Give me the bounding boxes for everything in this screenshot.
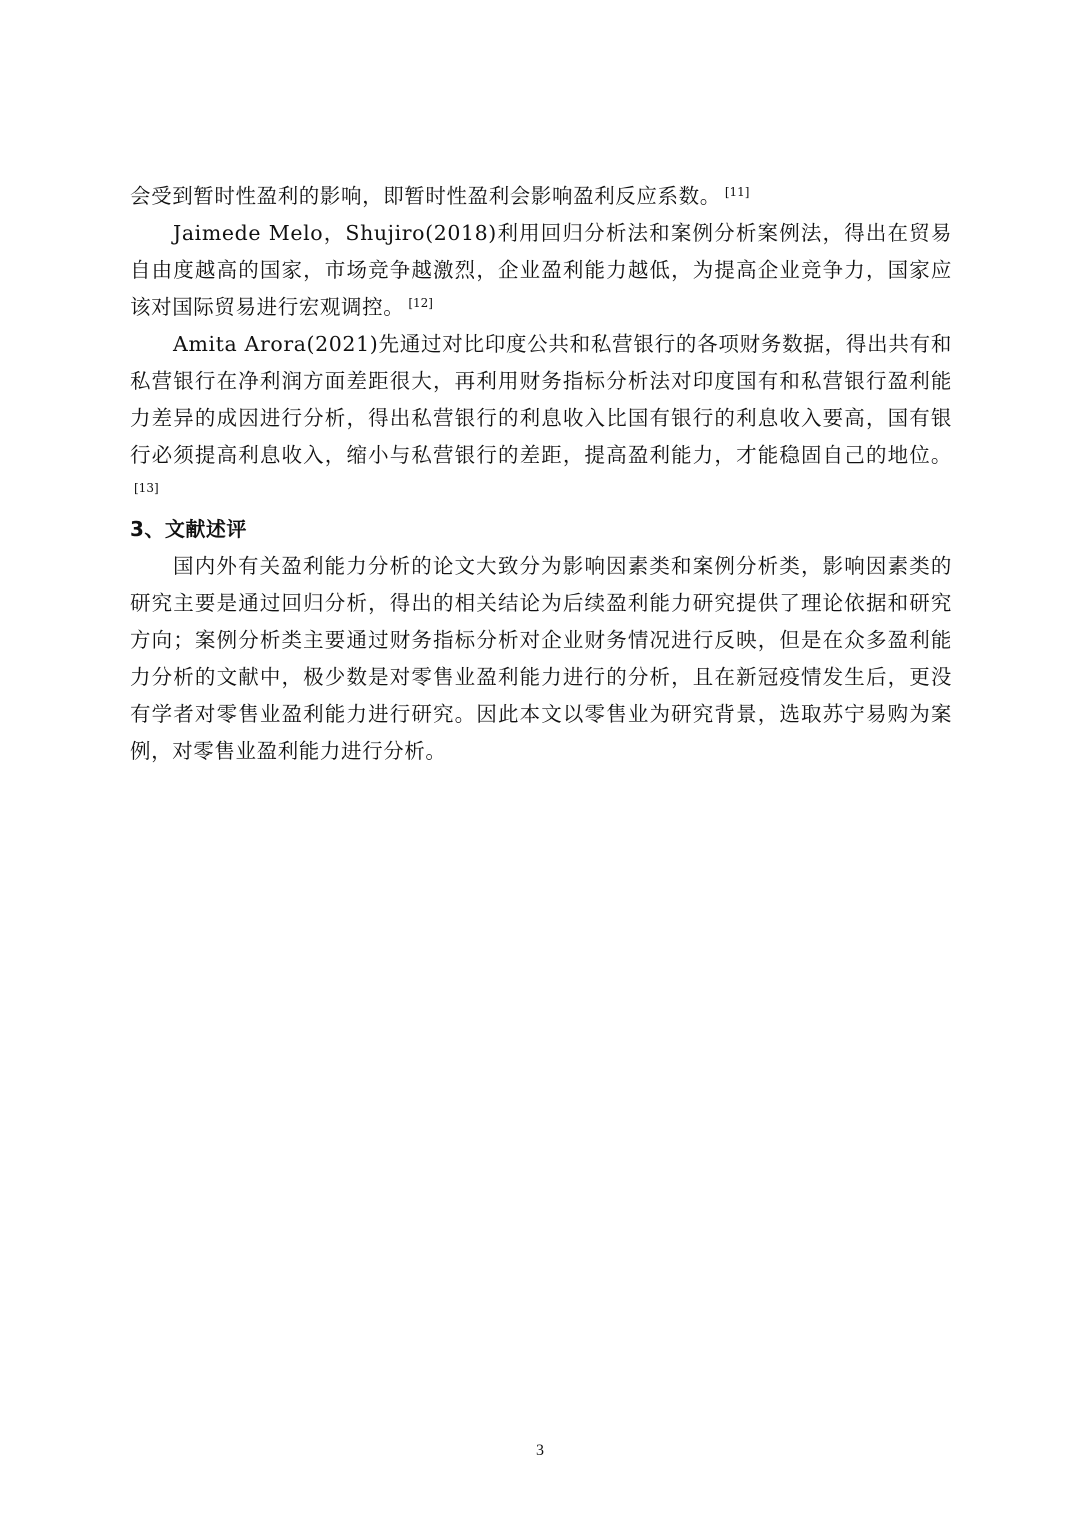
paragraph-2-text: Jaimede Melo，Shujiro(2018)利用回归分析法和案例分析案例法，得出在贸易自由度越高的国家，市场竞争越激烈，企业盈利能力越低，为提高企业竞争力，国家应该对国际贸易进行宏观调控。 <box>130 221 952 319</box>
page-number: 3 <box>536 1442 544 1459</box>
paragraph-2 <box>130 215 952 326</box>
citation-12: [12] <box>408 296 433 310</box>
section-heading: 3、文献述评 <box>130 517 247 541</box>
citation-13: [13] <box>134 481 159 495</box>
paragraph-3-text: Amita Arora(2021)先通过对比印度公共和私营银行的各项财务数据，得出共有和私营银行在净利润方面差距很大，再利用财务指标分析法对印度国有和私营银行盈利能力差异的成因进行分析，得出私营银行的利息收入比国有银行的利息收入要高，国有银行必须提高利息收入，缩小与私营银行的差距，提高盈利能力，才能稳固自己的地位。 <box>130 332 952 467</box>
paragraph-3 <box>130 326 952 511</box>
document-body <box>130 178 952 770</box>
citation-11: [11] <box>724 185 750 199</box>
paragraph-1-text: 会受到暂时性盈利的影响，即暂时性盈利会影响盈利反应系数。 <box>130 184 721 208</box>
review-paragraph: 国内外有关盈利能力分析的论文大致分为影响因素类和案例分析类，影响因素类的研究主要是通过回归分析，得出的相关结论为后续盈利能力研究提供了理论依据和研究方向；案例分析类主要通过财务指标分析对企业财务情况进行反映，但是在众多盈利能力分析的文献中，极少数是对零售业盈利能力进行的分析，且在新冠疫情发生后，更没有学者对零售业盈利能力进行研究。因此本文以零售业为研究背景，选取苏宁易购为案例，对零售业盈利能力进行分析。 <box>130 554 952 763</box>
paragraph-1 <box>130 178 952 215</box>
